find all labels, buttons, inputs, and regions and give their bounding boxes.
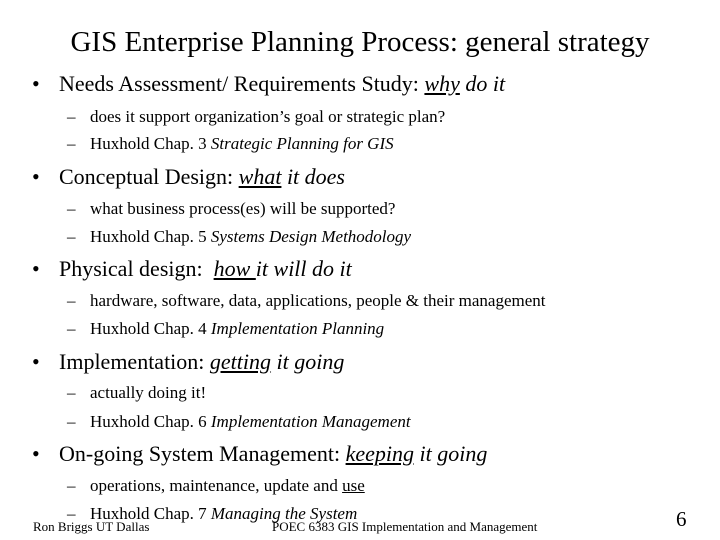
bullet-suffix: it will do it bbox=[255, 256, 352, 281]
sub-text: actually doing it! bbox=[90, 383, 207, 402]
sub-dash: – bbox=[67, 476, 76, 495]
bullet-suffix: do it bbox=[459, 71, 506, 96]
bullet-dot: • bbox=[32, 164, 40, 189]
sub-item bbox=[67, 106, 445, 128]
sub-text: Huxhold Chap. 3 bbox=[90, 134, 211, 153]
bullet-text: On-going System Management: bbox=[59, 441, 346, 466]
sub-dash: – bbox=[67, 134, 76, 153]
sub-dash: – bbox=[67, 107, 76, 126]
bullet-dot: • bbox=[32, 71, 40, 96]
sub-text: does it support organization’s goal or strategic plan? bbox=[90, 107, 446, 126]
sub-item bbox=[67, 411, 411, 433]
sub-text: Huxhold Chap. 5 bbox=[90, 227, 211, 246]
sub-text: Huxhold Chap. 4 bbox=[90, 319, 211, 338]
bullet-dot: • bbox=[32, 441, 40, 466]
sub-reference-title: Implementation Management bbox=[210, 412, 411, 431]
sub-item bbox=[67, 475, 365, 497]
sub-text: Huxhold Chap. 7 bbox=[90, 504, 211, 523]
bullet-conceptual-design bbox=[32, 163, 345, 191]
bullet-key-word: why bbox=[424, 71, 460, 96]
sub-text: what business process(es) will be supported? bbox=[90, 199, 396, 218]
bullet-text: Conceptual Design: bbox=[59, 164, 239, 189]
bullet-text: Implementation: bbox=[59, 349, 210, 374]
footer-author: Ron Briggs UT Dallas bbox=[33, 519, 150, 534]
bullet-key-word: keeping bbox=[345, 441, 414, 466]
sub-reference-title: Managing the System bbox=[210, 504, 358, 523]
sub-dash: – bbox=[67, 383, 76, 402]
sub-item bbox=[67, 382, 206, 404]
bullet-suffix: it going bbox=[271, 349, 345, 374]
bullet-suffix: it does bbox=[281, 164, 345, 189]
sub-dash: – bbox=[67, 291, 76, 310]
sub-text: operations, maintenance, update and bbox=[90, 476, 343, 495]
sub-dash: – bbox=[67, 412, 76, 431]
sub-item bbox=[67, 226, 411, 248]
bullet-key-word: getting bbox=[209, 349, 272, 374]
bullet-implementation bbox=[32, 348, 344, 376]
bullet-ongoing-management bbox=[32, 440, 487, 468]
sub-text: Huxhold Chap. 6 bbox=[90, 412, 211, 431]
sub-dash: – bbox=[67, 199, 76, 218]
bullet-text: Physical design: bbox=[59, 256, 214, 281]
sub-dash: – bbox=[67, 227, 76, 246]
sub-underlined-word: use bbox=[342, 476, 365, 495]
sub-item bbox=[67, 318, 384, 340]
sub-reference-title: Implementation Planning bbox=[210, 319, 385, 338]
bullet-key-word: how bbox=[213, 256, 256, 281]
sub-text: hardware, software, data, applications, people & their management bbox=[90, 291, 546, 310]
sub-item bbox=[67, 133, 394, 155]
page-number: 6 bbox=[676, 507, 687, 531]
bullet-dot: • bbox=[32, 256, 40, 281]
bullet-suffix: it going bbox=[413, 441, 488, 466]
bullet-needs-assessment bbox=[32, 70, 505, 98]
footer-course: POEC 6383 GIS Implementation and Management bbox=[272, 519, 538, 534]
sub-dash: – bbox=[67, 319, 76, 338]
bullet-key-word: what bbox=[238, 164, 282, 189]
bullet-physical-design bbox=[32, 255, 352, 283]
sub-item bbox=[67, 290, 546, 312]
bullet-dot: • bbox=[32, 349, 40, 374]
sub-item bbox=[67, 198, 395, 220]
sub-dash: – bbox=[67, 504, 76, 523]
sub-reference-title: Systems Design Methodology bbox=[210, 227, 412, 246]
bullet-text: Needs Assessment/ Requirements Study: bbox=[59, 71, 425, 96]
sub-reference-title: Strategic Planning for GIS bbox=[210, 134, 394, 153]
slide-title: GIS Enterprise Planning Process: general strategy bbox=[70, 26, 650, 58]
